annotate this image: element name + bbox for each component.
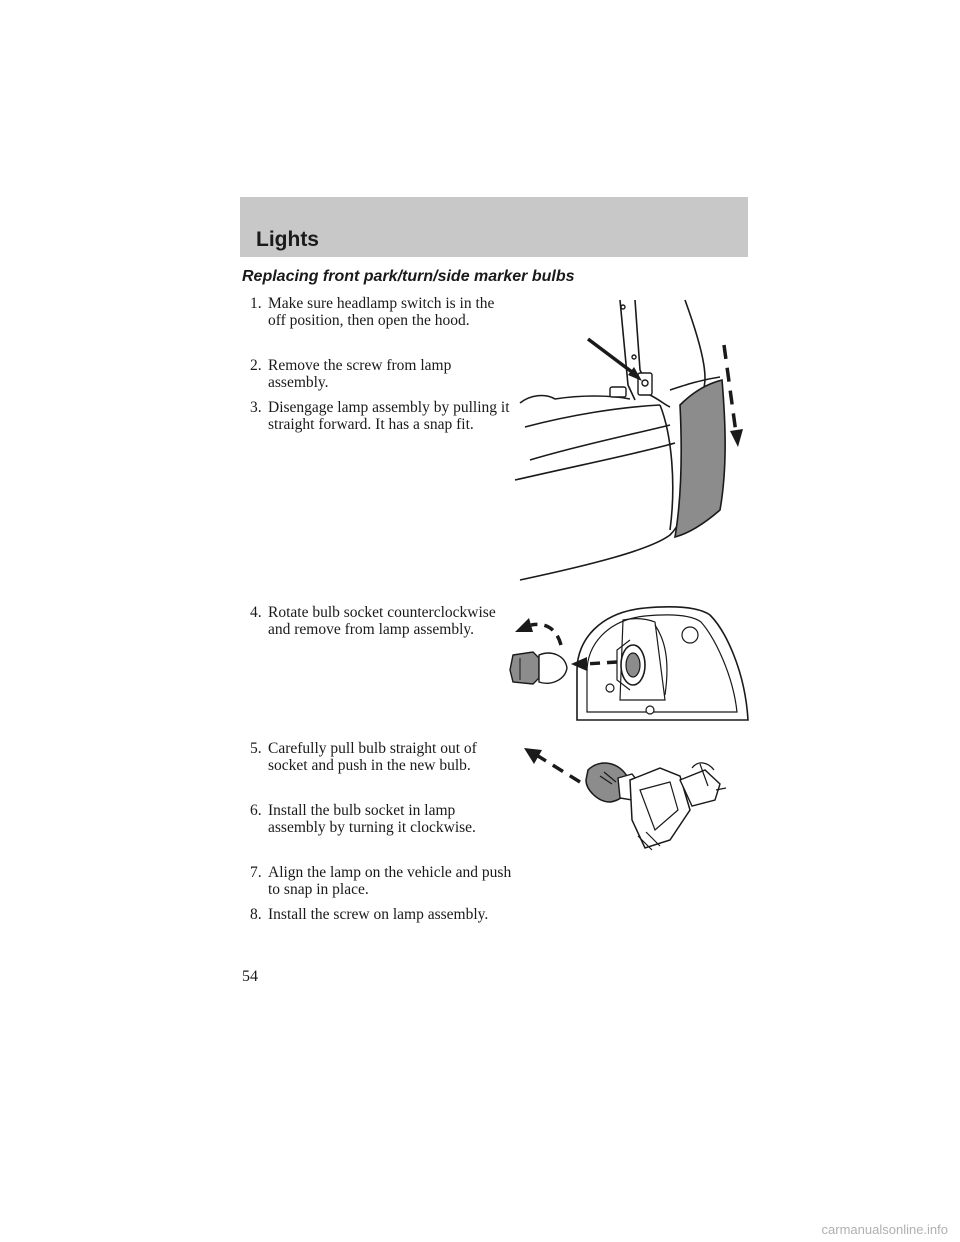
step-number: 7. [250,864,262,881]
step-6 [250,802,512,836]
step-number: 4. [250,604,262,621]
step-5 [250,740,512,774]
bulb-socket-illustration [505,600,755,725]
step-number: 3. [250,399,262,416]
step-number: 6. [250,802,262,819]
page-number: 54 [242,968,258,985]
bulb-removal-illustration [520,740,730,860]
step-text: Install the screw on lamp assembly. [268,906,489,923]
section-title: Replacing front park/turn/side marker bulbs [242,268,575,285]
step-text: Disengage lamp assembly by pulling it straight forward. It has a snap fit. [268,399,510,433]
footer-watermark: carmanualsonline.info [821,1222,948,1237]
step-number: 5. [250,740,262,757]
step-number: 8. [250,906,262,923]
step-8 [250,906,540,923]
step-text: Remove the screw from lamp assembly. [268,357,452,391]
step-text: Rotate bulb socket counterclockwise and remove from lamp assembly. [268,604,496,638]
step-3 [250,399,512,433]
step-text: Make sure headlamp switch is in the off position, then open the hood. [268,295,495,329]
step-text: Carefully pull bulb straight out of socket and push in the new bulb. [268,740,477,774]
step-text: Align the lamp on the vehicle and push to snap in place. [268,864,512,898]
step-1 [250,295,512,329]
lamp-assembly-illustration [510,295,760,590]
step-text: Install the bulb socket in lamp assembly by turning it clockwise. [268,802,476,836]
step-2 [250,357,512,391]
step-4 [250,604,512,638]
step-number: 2. [250,357,262,374]
step-number: 1. [250,295,262,312]
step-7 [250,864,512,898]
page-title: Lights [256,228,319,251]
